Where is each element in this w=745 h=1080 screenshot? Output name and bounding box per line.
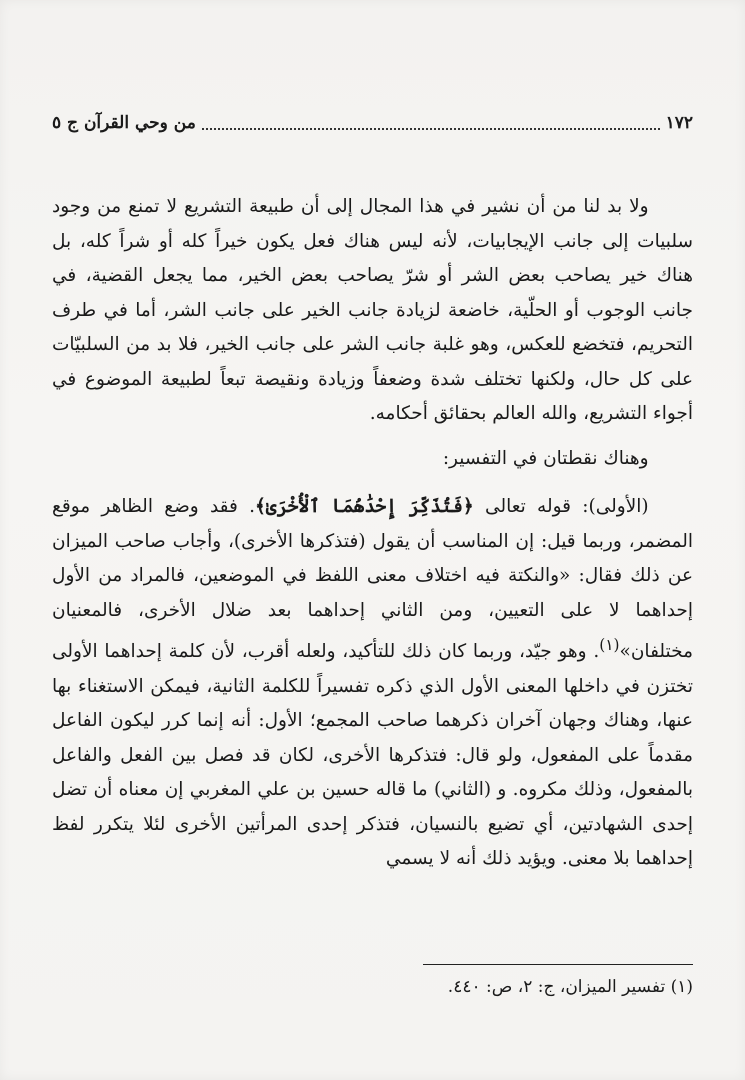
paragraph-first-point — [52, 490, 693, 877]
first-point-lead: (الأولى): قوله تعالى — [485, 496, 649, 517]
quran-verse: ﴿فَتُذَكِّرَ إِحْدَٰهُمَا ٱلْأُخْرَىٰ﴾ — [255, 496, 474, 517]
first-point-text: . فقد وضع الظاهر موقع المضمر، وربما قيل: إن المناسب أن يقول (فتذكرها الأخرى)، وأجاب صاحب الميزان عن ذلك فقال: «والنكتة فيه اختلاف معنى اللفظ في الموضعين، فالمراد من الأول إحداهما لا على التعيين، ومن الثاني إحداهما بعد ضلال الأخرى، فالمعنيان مختلفان» — [52, 496, 693, 663]
main-text — [52, 190, 693, 877]
footnote: (١) تفسير الميزان، ج: ٢، ص: ٤٤٠. — [447, 977, 693, 997]
page-number: ١٧٢ — [665, 113, 693, 133]
running-header — [52, 108, 693, 138]
footnote-reference: (١) — [599, 636, 620, 654]
footnote-divider — [423, 964, 693, 965]
book-title: من وحي القرآن ج ٥ — [52, 113, 196, 133]
first-point-continuation: . وهو جيّد، وربما كان ذلك للتأكيد، ولعله أقرب، لأن كلمة إحداهما الأولى تختزن في داخلها المعنى الأول الذي ذكره تفسيراً للكلمة الثانية، فيمكن الاستغناء بها عنها، وهناك وجهان آخران ذكرهما صاحب المجمع؛ الأول: أنه إنما كرر ليكون الفاعل مقدماً على المفعول، ولو قال: فتذكرها الأخرى، لكان قد فصل بين الفعل والفاعل بالمفعول، وذلك مكروه. و (الثاني) ما قاله حسين بن علي المغربي إن معناه أن تضل إحدى الشهادتين، أي تضيع بالنسيان، فتذكر إحدى المرأتين الأخرى لئلا يتكرر لفظ إحداهما بلا معنى. ويؤيد ذلك أنه لا يسمي — [52, 641, 693, 870]
header-dot-leader — [202, 116, 660, 130]
paragraph-legislation-note: ولا بد لنا من أن نشير في هذا المجال إلى أن طبيعة التشريع لا تمنع من وجود سلبيات إلى جانب الإيجابيات، لأنه ليس هناك فعل يكون خيراً كله أو شراً كله، بل هناك خير يصاحب بعض الشر أو شرّ يصاحب بعض الخير، مما يجعل القضية، في جانب الوجوب أو الحلّية، خاضعة لزيادة جانب الخير على جانب الشر، أما في طرف التحريم، فتخضع للعكس، وهو غلبة جانب الشر على جانب الخير، فلا بد من السلبيّات على كل حال، ولكنها تختلف شدة وضعفاً وزيادة ونقيصة تبعاً لطبيعة الموضوع في أجواء التشريع، والله العالم بحقائق أحكامه. — [52, 196, 693, 424]
paragraph-two-points: وهناك نقطتان في التفسير: — [442, 447, 649, 469]
